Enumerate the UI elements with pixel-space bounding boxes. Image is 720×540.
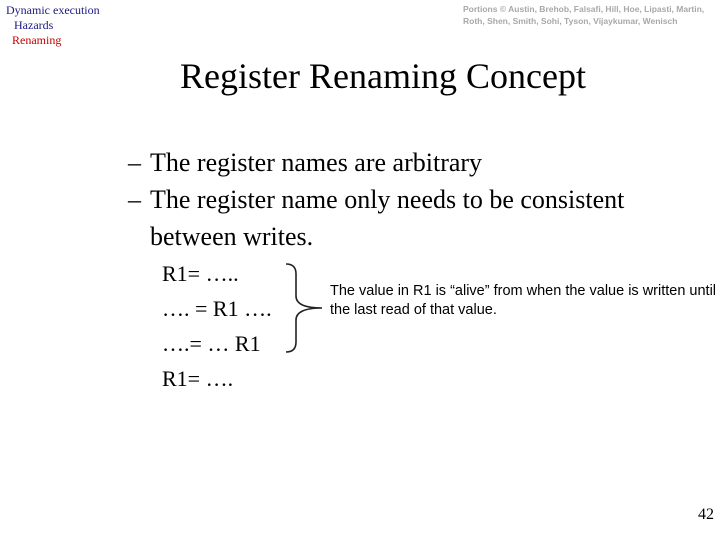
nav-subsection: Hazards: [14, 18, 54, 32]
bullet-marker: –: [128, 185, 141, 214]
code-line: ….= … R1: [162, 331, 261, 356]
bullet-list: [128, 144, 670, 255]
section-nav: [6, 3, 100, 48]
code-example: [162, 256, 272, 396]
credits-text: Portions © Austin, Brehob, Falsafi, Hill, Hoe, Lipasti, Martin, Roth, Shen, Smith, Sohi, Tyson, Vijaykumar, Wenisch: [463, 4, 705, 26]
bullet-item: [128, 181, 670, 255]
bullet-item: [128, 144, 670, 181]
code-line: …. = R1 ….: [162, 296, 272, 321]
annotation-note: The value in R1 is “alive” from when the value is written until the last read of that value.: [330, 283, 717, 318]
slide-title: Register Renaming Concept: [180, 56, 586, 96]
bullet-marker: –: [128, 148, 141, 177]
bullet-text: The register names are arbitrary: [150, 148, 483, 177]
code-line: R1= …..: [162, 261, 239, 286]
nav-current: Renaming: [12, 33, 62, 47]
bullet-text: The register name only needs to be consistent between writes.: [150, 185, 625, 251]
page-number: 42: [698, 506, 714, 523]
code-line: R1= ….: [162, 366, 234, 391]
curly-brace-icon: [284, 262, 326, 354]
nav-section: Dynamic execution: [6, 3, 100, 17]
